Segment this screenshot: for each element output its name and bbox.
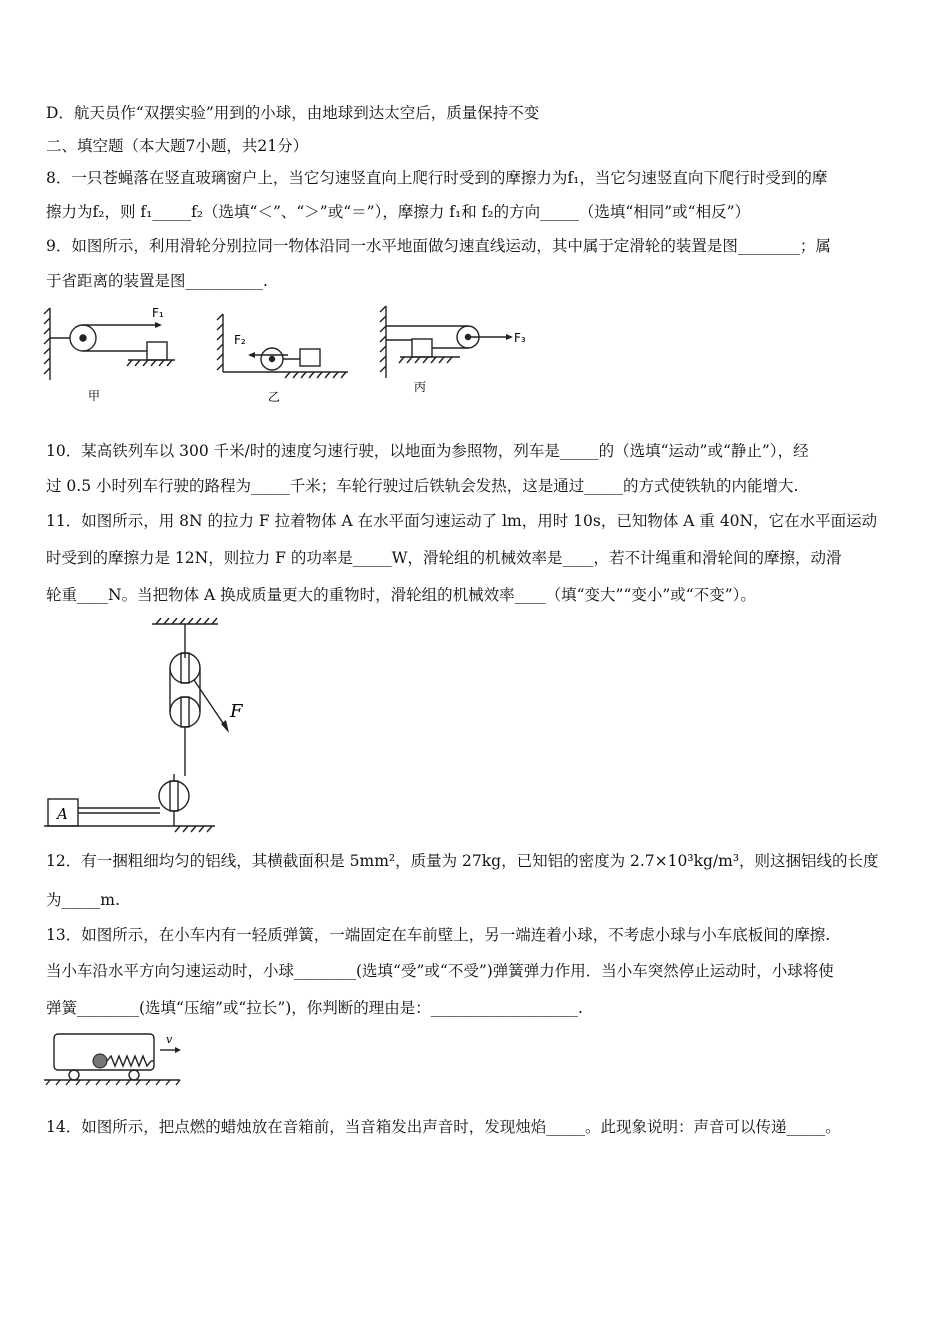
question-9-line-1: 9．如图所示，利用滑轮分别拉同一物体沿同一水平地面做匀速直线运动，其中属于定滑轮的装置是图________；属 bbox=[46, 237, 831, 255]
arrow-f2 bbox=[248, 352, 255, 358]
question-11-line-2: 时受到的摩擦力是 12N，则拉力 F 的功率是_____W，滑轮组的机械效率是____，若不计绳重和滑轮间的摩擦，动滑 bbox=[46, 549, 842, 567]
question-13-line-2: 当小车沿水平方向匀速运动时，小球________(选填“受”或“不受”)弹簧弹力作用．当小车突然停止运动时，小球将使 bbox=[46, 962, 834, 980]
section-heading: 二、填空题（本大题7小题，共21分） bbox=[46, 137, 309, 155]
question-13-line-3: 弹簧________(选填“压缩”或“拉长”)，你判断的理由是：___________________. bbox=[46, 999, 583, 1017]
label-force-f: F bbox=[230, 701, 243, 722]
option-d: D．航天员作“双摆实验”用到的小球，由地球到达太空后，质量保持不变 bbox=[46, 104, 540, 122]
arrow-velocity bbox=[175, 1047, 181, 1053]
label-f1: F₁ bbox=[152, 306, 164, 320]
label-bing: 丙 bbox=[414, 380, 427, 394]
question-10-line-2: 过 0.5 小时列车行驶的路程为_____千米；车轮行驶过后铁轨会发热，这是通过_____的方式使铁轨的内能增大. bbox=[46, 477, 799, 495]
question-12-line-2: 为_____m. bbox=[46, 891, 120, 909]
question-11-line-1: 11．如图所示，用 8N 的拉力 F 拉着物体 A 在水平面匀速运动了 lm，用时 10s，已知物体 A 重 40N，它在水平面运动 bbox=[46, 512, 878, 530]
question-10-line-1: 10．某高铁列车以 300 千米/时的速度匀速行驶，以地面为参照物，列车是_____的（选填“运动”或“静止”），经 bbox=[46, 442, 809, 460]
arrow-f1 bbox=[155, 322, 162, 328]
label-velocity: v bbox=[166, 1033, 173, 1046]
question-8-line-1: 8．一只苍蝇落在竖直玻璃窗户上，当它匀速竖直向上爬行时受到的摩擦力为f₁，当它匀速竖直向下爬行时受到的摩 bbox=[46, 169, 828, 187]
question-13-line-1: 13．如图所示，在小车内有一轻质弹簧，一端固定在车前壁上，另一端连着小球，不考虑小球与小车底板间的摩擦. bbox=[46, 926, 831, 944]
label-block-a: A bbox=[57, 805, 68, 823]
setup-bing bbox=[380, 306, 506, 378]
figure-9-pulleys bbox=[40, 302, 540, 407]
figure-13-cart bbox=[40, 1028, 190, 1088]
label-f2: F₂ bbox=[234, 333, 246, 347]
question-11-line-3: 轮重____N。当把物体 A 换成质量更大的重物时，滑轮组的机械效率____（填“变大”“变小”或“不变”）。 bbox=[46, 586, 756, 604]
question-8-line-2: 擦力为f₂，则 f₁_____f₂（选填“＜”、“＞”或“＝”），摩擦力 f₁和 f₂的方向_____（选填“相同”或“相反”） bbox=[46, 203, 751, 221]
label-jia: 甲 bbox=[88, 389, 101, 403]
figure-11-pulley-system bbox=[40, 616, 280, 838]
question-9-line-2: 于省距离的装置是图__________. bbox=[46, 272, 268, 290]
arrow-f3 bbox=[506, 334, 513, 340]
label-yi: 乙 bbox=[268, 390, 281, 404]
ball bbox=[93, 1054, 107, 1068]
label-f3: F₃ bbox=[514, 331, 526, 345]
question-14-line-1: 14．如图所示，把点燃的蜡烛放在音箱前，当音箱发出声音时，发现烛焰_____。此现象说明：声音可以传递_____。 bbox=[46, 1118, 841, 1136]
question-12-line-1: 12．有一捆粗细均匀的铝线，其横截面积是 5mm²，质量为 27kg，已知铝的密度为 2.7×10³kg/m³，则这捆铝线的长度 bbox=[46, 852, 879, 870]
